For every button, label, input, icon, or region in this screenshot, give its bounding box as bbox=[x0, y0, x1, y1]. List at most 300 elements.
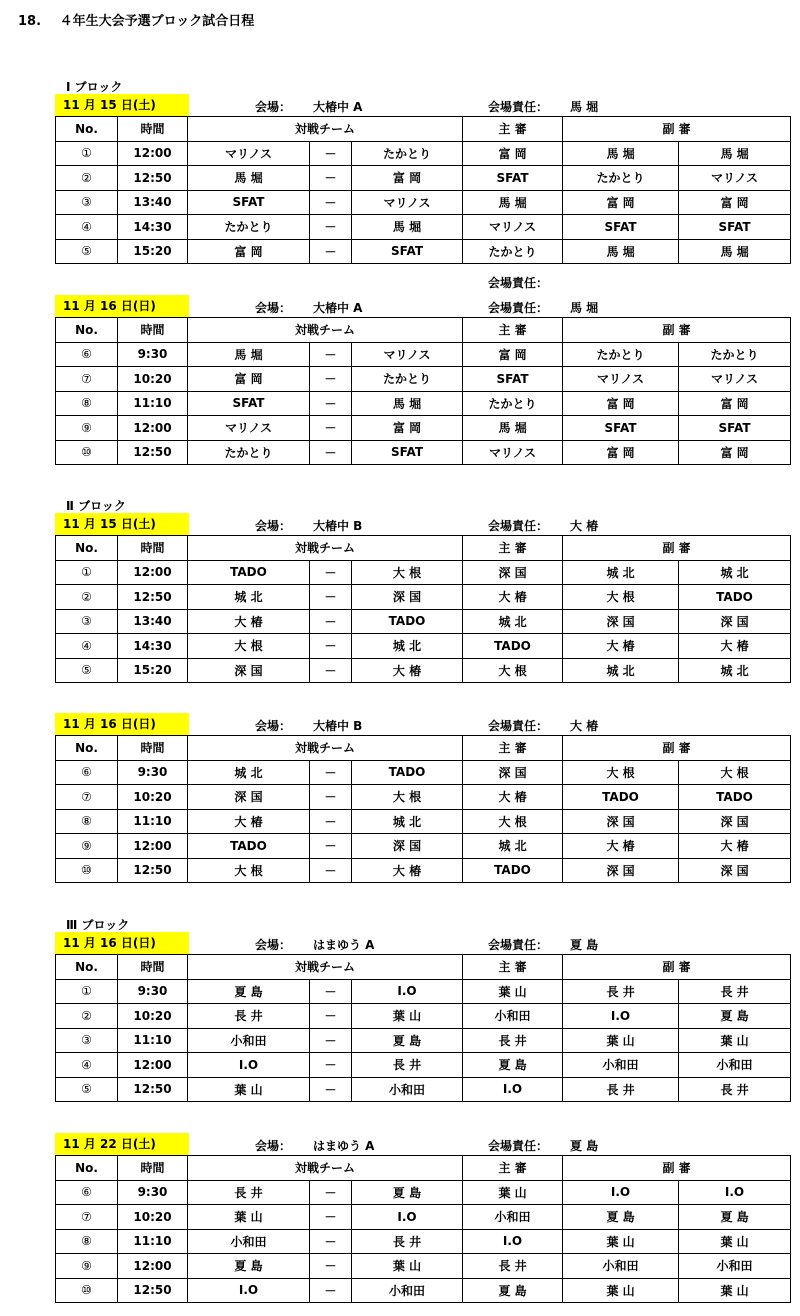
assistant-1: 深 国 bbox=[563, 809, 679, 834]
match-number: ⑩ bbox=[56, 858, 118, 883]
assistant-1: 長 井 bbox=[563, 1077, 679, 1102]
match-time: 10:20 bbox=[118, 1004, 188, 1029]
date-badge: 11 月 15 日(土) bbox=[55, 513, 189, 535]
team-2: 城 北 bbox=[352, 634, 463, 659]
assistant-1: SFAT bbox=[563, 416, 679, 441]
match-time: 12:00 bbox=[118, 1053, 188, 1078]
vs-dash: － bbox=[310, 141, 352, 166]
table-row bbox=[56, 215, 791, 240]
header-time: 時間 bbox=[118, 1156, 188, 1181]
assistant-2: 夏 島 bbox=[679, 1004, 791, 1029]
assistant-2: 大 根 bbox=[679, 760, 791, 785]
team-1: TADO bbox=[188, 834, 310, 859]
assistant-2: 富 岡 bbox=[679, 190, 791, 215]
table-header-row bbox=[56, 318, 791, 343]
table-row bbox=[56, 1077, 791, 1102]
match-number: ⑤ bbox=[56, 658, 118, 683]
match-time: 12:50 bbox=[118, 1077, 188, 1102]
table-row bbox=[56, 560, 791, 585]
assistant-1: たかとり bbox=[563, 166, 679, 191]
responsible-value: 大 椿 bbox=[570, 519, 599, 533]
vs-dash: － bbox=[310, 416, 352, 441]
assistant-1: 長 井 bbox=[563, 979, 679, 1004]
team-1: 馬 堀 bbox=[188, 342, 310, 367]
table-row bbox=[56, 239, 791, 264]
header-referee: 主 審 bbox=[463, 1156, 563, 1181]
assistant-2: 葉 山 bbox=[679, 1278, 791, 1303]
assistant-2: 深 国 bbox=[679, 609, 791, 634]
vs-dash: － bbox=[310, 1077, 352, 1102]
header-time: 時間 bbox=[118, 318, 188, 343]
assistant-1: 馬 堀 bbox=[563, 141, 679, 166]
referee: 葉 山 bbox=[463, 1180, 563, 1205]
team-2: 葉 山 bbox=[352, 1004, 463, 1029]
table-row bbox=[56, 1180, 791, 1205]
table-row bbox=[56, 190, 791, 215]
header-match: 対戦チーム bbox=[188, 536, 463, 561]
table-row bbox=[56, 609, 791, 634]
referee: 城 北 bbox=[463, 834, 563, 859]
assistant-2: 小和田 bbox=[679, 1053, 791, 1078]
team-1: マリノス bbox=[188, 416, 310, 441]
referee: 大 椿 bbox=[463, 585, 563, 610]
table-row bbox=[56, 1205, 791, 1230]
table-row bbox=[56, 440, 791, 465]
team-1: I.O bbox=[188, 1053, 310, 1078]
responsible-label: 会場責任： bbox=[488, 301, 549, 315]
schedule-table bbox=[55, 954, 791, 1102]
team-1: 深 国 bbox=[188, 785, 310, 810]
header-assistant: 副 審 bbox=[563, 955, 791, 980]
referee: 小和田 bbox=[463, 1004, 563, 1029]
block-label: Ⅰ ブロック bbox=[66, 80, 123, 94]
header-referee: 主 審 bbox=[463, 117, 563, 142]
assistant-2: 城 北 bbox=[679, 560, 791, 585]
match-number: ③ bbox=[56, 609, 118, 634]
match-time: 9:30 bbox=[118, 1180, 188, 1205]
match-number: ⑦ bbox=[56, 367, 118, 392]
team-2: 夏 島 bbox=[352, 1180, 463, 1205]
header-referee: 主 審 bbox=[463, 955, 563, 980]
team-1: たかとり bbox=[188, 440, 310, 465]
match-number: ⑥ bbox=[56, 1180, 118, 1205]
responsible-value: 馬 堀 bbox=[570, 301, 599, 315]
match-time: 15:20 bbox=[118, 239, 188, 264]
team-2: マリノス bbox=[352, 342, 463, 367]
referee: 深 国 bbox=[463, 760, 563, 785]
header-time: 時間 bbox=[118, 536, 188, 561]
match-time: 9:30 bbox=[118, 760, 188, 785]
team-1: 葉 山 bbox=[188, 1077, 310, 1102]
table-header-row bbox=[56, 1156, 791, 1181]
responsible-label: 会場責任： bbox=[488, 1139, 549, 1153]
team-2: 城 北 bbox=[352, 809, 463, 834]
match-number: ⑤ bbox=[56, 1077, 118, 1102]
match-number: ③ bbox=[56, 190, 118, 215]
title-text: ４年生大会予選ブロック試合日程 bbox=[59, 14, 255, 29]
match-number: ⑦ bbox=[56, 1205, 118, 1230]
header-no: No. bbox=[56, 318, 118, 343]
team-2: 深 国 bbox=[352, 834, 463, 859]
team-2: TADO bbox=[352, 609, 463, 634]
assistant-2: 長 井 bbox=[679, 1077, 791, 1102]
venue-value: はまゆう A bbox=[313, 938, 375, 952]
team-1: SFAT bbox=[188, 391, 310, 416]
match-number: ② bbox=[56, 1004, 118, 1029]
team-1: 深 国 bbox=[188, 658, 310, 683]
date-badge: 11 月 22 日(土) bbox=[55, 1133, 189, 1155]
date-badge: 11 月 16 日(日) bbox=[55, 932, 189, 954]
table-header-row bbox=[56, 536, 791, 561]
match-time: 12:00 bbox=[118, 416, 188, 441]
referee: 大 根 bbox=[463, 658, 563, 683]
venue-value: 大椿中 A bbox=[313, 301, 363, 315]
header-assistant: 副 審 bbox=[563, 1156, 791, 1181]
date-badge: 11 月 16 日(日) bbox=[55, 295, 189, 317]
team-2: 長 井 bbox=[352, 1053, 463, 1078]
referee: 夏 島 bbox=[463, 1278, 563, 1303]
team-2: SFAT bbox=[352, 440, 463, 465]
header-match: 対戦チーム bbox=[188, 736, 463, 761]
match-number: ④ bbox=[56, 1053, 118, 1078]
table-row bbox=[56, 1028, 791, 1053]
assistant-2: 葉 山 bbox=[679, 1229, 791, 1254]
team-1: 長 井 bbox=[188, 1004, 310, 1029]
referee: SFAT bbox=[463, 367, 563, 392]
team-2: 大 椿 bbox=[352, 858, 463, 883]
match-time: 11:10 bbox=[118, 1028, 188, 1053]
assistant-2: 夏 島 bbox=[679, 1205, 791, 1230]
assistant-2: 長 井 bbox=[679, 979, 791, 1004]
assistant-1: I.O bbox=[563, 1180, 679, 1205]
venue-label: 会場： bbox=[255, 100, 292, 114]
match-number: ① bbox=[56, 560, 118, 585]
match-time: 11:10 bbox=[118, 1229, 188, 1254]
table-row bbox=[56, 141, 791, 166]
title-number: 18. bbox=[18, 14, 42, 29]
match-time: 12:50 bbox=[118, 585, 188, 610]
assistant-2: 大 椿 bbox=[679, 634, 791, 659]
header-no: No. bbox=[56, 736, 118, 761]
table-row bbox=[56, 342, 791, 367]
referee: 夏 島 bbox=[463, 1053, 563, 1078]
referee: 馬 堀 bbox=[463, 416, 563, 441]
table-row bbox=[56, 1229, 791, 1254]
assistant-2: 富 岡 bbox=[679, 440, 791, 465]
vs-dash: － bbox=[310, 1004, 352, 1029]
match-number: ⑧ bbox=[56, 1229, 118, 1254]
referee: 富 岡 bbox=[463, 342, 563, 367]
match-number: ⑨ bbox=[56, 834, 118, 859]
referee: 長 井 bbox=[463, 1254, 563, 1279]
team-1: 大 根 bbox=[188, 634, 310, 659]
vs-dash: － bbox=[310, 858, 352, 883]
match-time: 12:00 bbox=[118, 141, 188, 166]
match-time: 12:50 bbox=[118, 1278, 188, 1303]
table-row bbox=[56, 1004, 791, 1029]
table-row bbox=[56, 634, 791, 659]
venue-value: はまゆう A bbox=[313, 1139, 375, 1153]
assistant-1: 小和田 bbox=[563, 1053, 679, 1078]
referee: TADO bbox=[463, 634, 563, 659]
referee: 深 国 bbox=[463, 560, 563, 585]
block-label: Ⅱ ブロック bbox=[66, 499, 126, 513]
team-1: 馬 堀 bbox=[188, 166, 310, 191]
team-1: 富 岡 bbox=[188, 367, 310, 392]
assistant-2: 深 国 bbox=[679, 858, 791, 883]
assistant-1: 大 根 bbox=[563, 760, 679, 785]
table-row bbox=[56, 416, 791, 441]
schedule-section bbox=[55, 513, 790, 683]
match-number: ④ bbox=[56, 634, 118, 659]
referee: 大 椿 bbox=[463, 785, 563, 810]
team-2: 富 岡 bbox=[352, 166, 463, 191]
table-row bbox=[56, 809, 791, 834]
header-no: No. bbox=[56, 536, 118, 561]
team-2: 深 国 bbox=[352, 585, 463, 610]
referee: 長 井 bbox=[463, 1028, 563, 1053]
header-referee: 主 審 bbox=[463, 736, 563, 761]
match-time: 12:50 bbox=[118, 166, 188, 191]
assistant-1: 富 岡 bbox=[563, 190, 679, 215]
header-no: No. bbox=[56, 955, 118, 980]
team-1: 城 北 bbox=[188, 585, 310, 610]
match-number: ① bbox=[56, 979, 118, 1004]
vs-dash: － bbox=[310, 658, 352, 683]
table-header-row bbox=[56, 955, 791, 980]
team-1: 小和田 bbox=[188, 1028, 310, 1053]
assistant-2: I.O bbox=[679, 1180, 791, 1205]
vs-dash: － bbox=[310, 809, 352, 834]
header-referee: 主 審 bbox=[463, 318, 563, 343]
match-number: ⑨ bbox=[56, 1254, 118, 1279]
match-number: ⑨ bbox=[56, 416, 118, 441]
assistant-2: SFAT bbox=[679, 416, 791, 441]
venue-label: 会場： bbox=[255, 719, 292, 733]
team-1: I.O bbox=[188, 1278, 310, 1303]
assistant-2: TADO bbox=[679, 585, 791, 610]
team-1: 夏 島 bbox=[188, 1254, 310, 1279]
team-1: 葉 山 bbox=[188, 1205, 310, 1230]
table-header-row bbox=[56, 736, 791, 761]
responsible-value: 夏 島 bbox=[570, 1139, 599, 1153]
match-time: 11:10 bbox=[118, 391, 188, 416]
schedule-section bbox=[55, 295, 790, 465]
referee: 小和田 bbox=[463, 1205, 563, 1230]
match-time: 10:20 bbox=[118, 785, 188, 810]
header-match: 対戦チーム bbox=[188, 318, 463, 343]
team-2: たかとり bbox=[352, 367, 463, 392]
match-time: 12:50 bbox=[118, 858, 188, 883]
team-2: SFAT bbox=[352, 239, 463, 264]
responsible-value: 大 椿 bbox=[570, 719, 599, 733]
venue-label: 会場： bbox=[255, 519, 292, 533]
assistant-2: 城 北 bbox=[679, 658, 791, 683]
vs-dash: － bbox=[310, 979, 352, 1004]
assistant-2: 馬 堀 bbox=[679, 239, 791, 264]
assistant-1: 城 北 bbox=[563, 560, 679, 585]
team-2: 大 根 bbox=[352, 785, 463, 810]
schedule-section bbox=[55, 713, 790, 883]
team-2: 富 岡 bbox=[352, 416, 463, 441]
team-2: マリノス bbox=[352, 190, 463, 215]
schedule-table bbox=[55, 317, 791, 465]
table-row bbox=[56, 760, 791, 785]
match-time: 13:40 bbox=[118, 609, 188, 634]
team-1: SFAT bbox=[188, 190, 310, 215]
assistant-1: 富 岡 bbox=[563, 391, 679, 416]
referee: マリノス bbox=[463, 215, 563, 240]
venue-label: 会場： bbox=[255, 301, 292, 315]
venue-value: 大椿中 B bbox=[313, 519, 363, 533]
responsible-label: 会場責任： bbox=[488, 938, 549, 952]
match-time: 14:30 bbox=[118, 634, 188, 659]
referee: I.O bbox=[463, 1229, 563, 1254]
vs-dash: － bbox=[310, 609, 352, 634]
match-time: 12:00 bbox=[118, 834, 188, 859]
table-row bbox=[56, 1254, 791, 1279]
assistant-1: 富 岡 bbox=[563, 440, 679, 465]
team-2: 馬 堀 bbox=[352, 215, 463, 240]
team-1: 大 椿 bbox=[188, 809, 310, 834]
assistant-1: 城 北 bbox=[563, 658, 679, 683]
team-2: 大 椿 bbox=[352, 658, 463, 683]
assistant-1: SFAT bbox=[563, 215, 679, 240]
header-no: No. bbox=[56, 1156, 118, 1181]
assistant-1: 馬 堀 bbox=[563, 239, 679, 264]
referee: たかとり bbox=[463, 391, 563, 416]
referee: 葉 山 bbox=[463, 979, 563, 1004]
match-time: 9:30 bbox=[118, 979, 188, 1004]
schedule-table bbox=[55, 1155, 791, 1303]
assistant-1: 葉 山 bbox=[563, 1278, 679, 1303]
vs-dash: － bbox=[310, 560, 352, 585]
assistant-1: たかとり bbox=[563, 342, 679, 367]
vs-dash: － bbox=[310, 166, 352, 191]
header-match: 対戦チーム bbox=[188, 1156, 463, 1181]
match-number: ⑧ bbox=[56, 809, 118, 834]
match-number: ⑦ bbox=[56, 785, 118, 810]
assistant-1: I.O bbox=[563, 1004, 679, 1029]
team-1: 小和田 bbox=[188, 1229, 310, 1254]
table-row bbox=[56, 367, 791, 392]
table-row bbox=[56, 585, 791, 610]
match-number: ⑩ bbox=[56, 440, 118, 465]
table-row bbox=[56, 166, 791, 191]
table-row bbox=[56, 391, 791, 416]
match-number: ② bbox=[56, 166, 118, 191]
team-1: 大 椿 bbox=[188, 609, 310, 634]
section-info bbox=[55, 713, 790, 735]
vs-dash: － bbox=[310, 1028, 352, 1053]
header-referee: 主 審 bbox=[463, 536, 563, 561]
assistant-1: 大 根 bbox=[563, 585, 679, 610]
vs-dash: － bbox=[310, 367, 352, 392]
team-2: たかとり bbox=[352, 141, 463, 166]
assistant-2: 富 岡 bbox=[679, 391, 791, 416]
responsible-label: 会場責任： bbox=[488, 100, 549, 114]
schedule-section bbox=[55, 94, 790, 264]
vs-dash: － bbox=[310, 834, 352, 859]
section-info bbox=[55, 1133, 790, 1155]
team-2: 小和田 bbox=[352, 1278, 463, 1303]
referee: 大 根 bbox=[463, 809, 563, 834]
referee: 馬 堀 bbox=[463, 190, 563, 215]
header-no: No. bbox=[56, 117, 118, 142]
match-time: 12:00 bbox=[118, 560, 188, 585]
vs-dash: － bbox=[310, 785, 352, 810]
assistant-2: マリノス bbox=[679, 367, 791, 392]
header-assistant: 副 審 bbox=[563, 117, 791, 142]
match-time: 9:30 bbox=[118, 342, 188, 367]
match-time: 12:50 bbox=[118, 440, 188, 465]
assistant-1: 深 国 bbox=[563, 858, 679, 883]
header-match: 対戦チーム bbox=[188, 117, 463, 142]
section-info bbox=[55, 932, 790, 954]
match-time: 12:00 bbox=[118, 1254, 188, 1279]
match-number: ② bbox=[56, 585, 118, 610]
venue-value: 大椿中 A bbox=[313, 100, 363, 114]
vs-dash: － bbox=[310, 215, 352, 240]
vs-dash: － bbox=[310, 1180, 352, 1205]
schedule-table bbox=[55, 116, 791, 264]
table-row bbox=[56, 785, 791, 810]
venue-value: 大椿中 B bbox=[313, 719, 363, 733]
assistant-1: TADO bbox=[563, 785, 679, 810]
responsible-value: 夏 島 bbox=[570, 938, 599, 952]
schedule-section bbox=[55, 932, 790, 1102]
team-1: TADO bbox=[188, 560, 310, 585]
vs-dash: － bbox=[310, 391, 352, 416]
team-1: 城 北 bbox=[188, 760, 310, 785]
match-time: 13:40 bbox=[118, 190, 188, 215]
match-number: ⑩ bbox=[56, 1278, 118, 1303]
referee: TADO bbox=[463, 858, 563, 883]
assistant-1: 夏 島 bbox=[563, 1205, 679, 1230]
schedule-table bbox=[55, 735, 791, 883]
header-assistant: 副 審 bbox=[563, 318, 791, 343]
table-row bbox=[56, 858, 791, 883]
table-row bbox=[56, 834, 791, 859]
table-header-row bbox=[56, 117, 791, 142]
assistant-2: 葉 山 bbox=[679, 1028, 791, 1053]
team-2: 馬 堀 bbox=[352, 391, 463, 416]
date-badge: 11 月 15 日(土) bbox=[55, 94, 189, 116]
table-row bbox=[56, 1053, 791, 1078]
assistant-2: 深 国 bbox=[679, 809, 791, 834]
team-1: たかとり bbox=[188, 215, 310, 240]
header-time: 時間 bbox=[118, 955, 188, 980]
team-1: 長 井 bbox=[188, 1180, 310, 1205]
match-number: ① bbox=[56, 141, 118, 166]
team-2: 長 井 bbox=[352, 1229, 463, 1254]
vs-dash: － bbox=[310, 1205, 352, 1230]
match-number: ⑥ bbox=[56, 760, 118, 785]
team-2: TADO bbox=[352, 760, 463, 785]
team-2: I.O bbox=[352, 1205, 463, 1230]
referee: たかとり bbox=[463, 239, 563, 264]
vs-dash: － bbox=[310, 585, 352, 610]
responsible-value: 馬 堀 bbox=[570, 100, 599, 114]
assistant-2: 馬 堀 bbox=[679, 141, 791, 166]
header-assistant: 副 審 bbox=[563, 536, 791, 561]
responsible-label: 会場責任： bbox=[488, 719, 549, 733]
match-number: ④ bbox=[56, 215, 118, 240]
vs-dash: － bbox=[310, 634, 352, 659]
vs-dash: － bbox=[310, 190, 352, 215]
assistant-2: 大 椿 bbox=[679, 834, 791, 859]
vs-dash: － bbox=[310, 1278, 352, 1303]
